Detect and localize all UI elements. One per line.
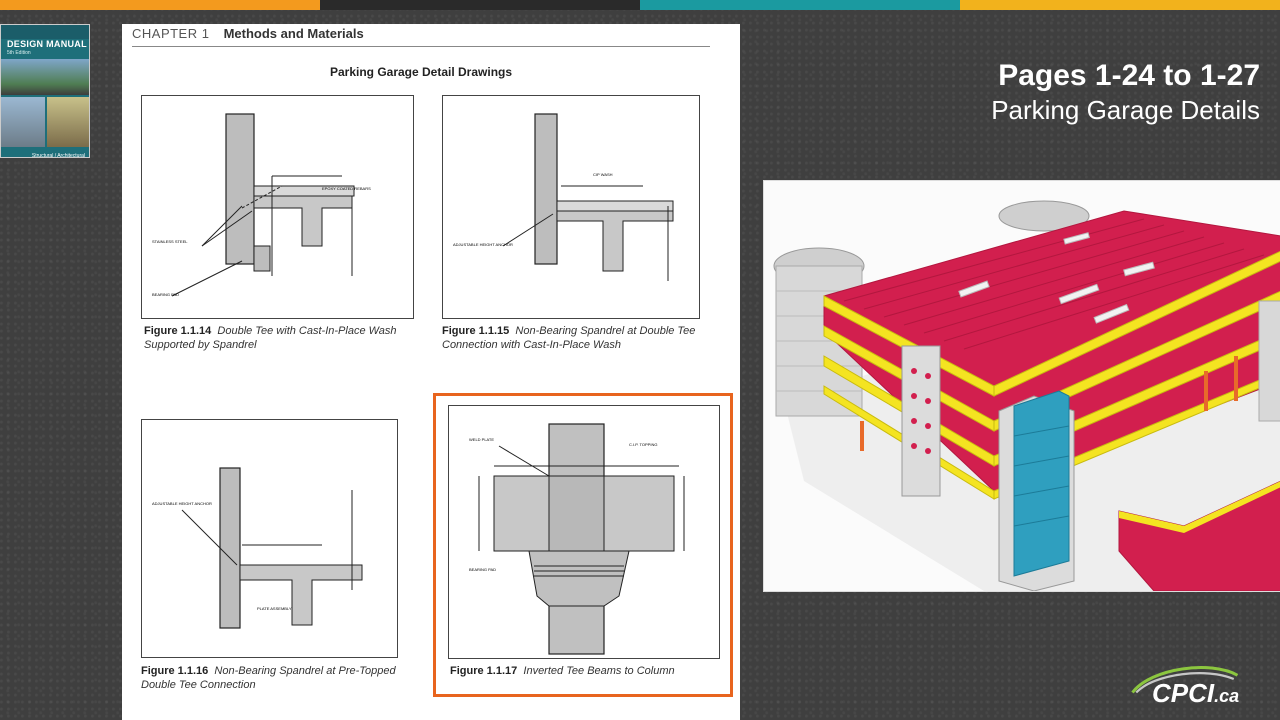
svg-text:PLATE ASSEMBLY: PLATE ASSEMBLY (257, 606, 292, 611)
manual-page (122, 24, 740, 720)
figure-1-1-15-text: Non-Bearing Spandrel at Double Tee Connection with Cast-In-Place Wash (442, 325, 696, 351)
svg-text:BEARING PAD: BEARING PAD (152, 292, 180, 297)
svg-text:WELD PLATE: WELD PLATE (469, 437, 495, 442)
cover-footer: Structural / Architectural (31, 153, 85, 158)
figure-1-1-16-drawing (141, 419, 398, 658)
figure-1-1-15-drawing (442, 95, 700, 319)
figure-1-1-15-label: Figure 1.1.15 (442, 325, 510, 337)
figure-1-1-14-caption (144, 324, 424, 352)
page-range: Pages 1-24 to 1-27 (998, 59, 1260, 92)
svg-text:EPOXY COATED REBARS: EPOXY COATED REBARS (322, 186, 371, 191)
svg-text:ADJUSTABLE HEIGHT ANCHOR: ADJUSTABLE HEIGHT ANCHOR (453, 242, 513, 247)
svg-text:ADJUSTABLE HEIGHT ANCHOR: ADJUSTABLE HEIGHT ANCHOR (152, 501, 212, 506)
figure-1-1-17-highlight (433, 393, 733, 697)
figure-1-1-17-label: Figure 1.1.17 (450, 665, 518, 677)
figure-1-1-16-caption (141, 664, 411, 692)
svg-text:C.I.P. TOPPING: C.I.P. TOPPING (629, 442, 658, 447)
figure-1-1-14-text: Double Tee with Cast-In-Place Wash Supported by Spandrel (144, 325, 397, 351)
figure-1-1-16-label: Figure 1.1.16 (141, 665, 209, 677)
chapter-title: Methods and Materials (223, 26, 364, 41)
logo-text: CPCI (1152, 678, 1215, 708)
logo-extension: .ca (1214, 686, 1240, 706)
slide-headline (991, 58, 1260, 126)
chapter-number: CHAPTER 1 (132, 26, 210, 41)
svg-text:STAINLESS STEEL: STAINLESS STEEL (152, 239, 188, 244)
svg-text:BEARING PAD: BEARING PAD (469, 567, 497, 572)
svg-text:CIP WASH: CIP WASH (593, 172, 613, 177)
figure-1-1-16-text: Non-Bearing Spandrel at Pre-Topped Double Tee Connection (141, 665, 396, 691)
figure-1-1-14-label: Figure 1.1.14 (144, 325, 212, 337)
figure-1-1-14-drawing (141, 95, 414, 319)
top-color-bar (0, 0, 1280, 10)
headline-subtitle: Parking Garage Details (991, 95, 1260, 125)
cover-title: DESIGN MANUAL (7, 39, 87, 49)
parking-garage-3d-model (763, 180, 1280, 592)
cpci-logo (1110, 664, 1260, 714)
chapter-header (132, 26, 364, 41)
figure-1-1-15-caption (442, 324, 702, 352)
cover-subtitle: 5th Edition (7, 50, 31, 56)
section-title: Parking Garage Detail Drawings (329, 65, 513, 79)
design-manual-cover (0, 24, 90, 158)
header-rule (132, 46, 710, 47)
figure-1-1-17-text: Inverted Tee Beams to Column (523, 665, 675, 677)
